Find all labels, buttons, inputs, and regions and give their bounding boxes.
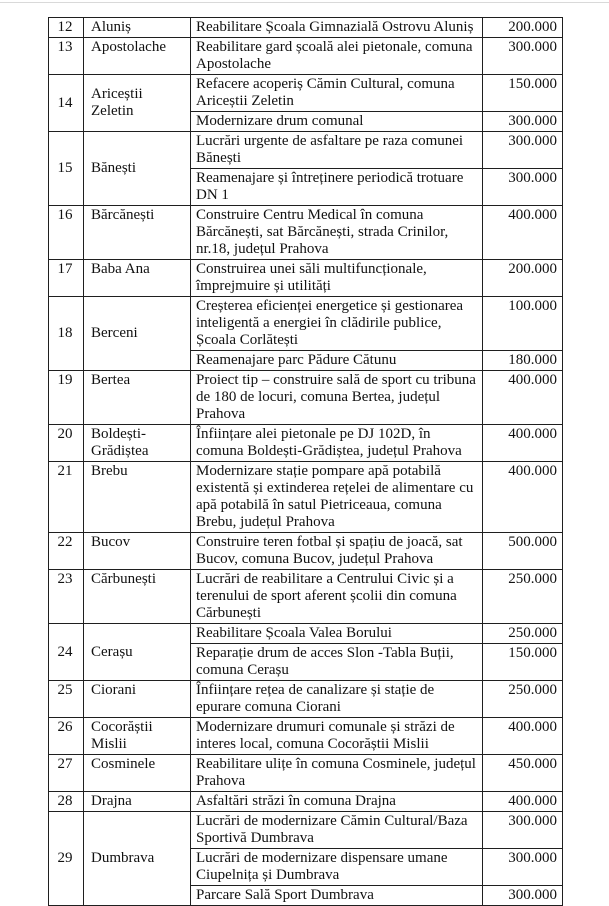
- project-description-cell: Modernizare drumuri comunale și străzi de interes local, comuna Cocorăștii Mislii: [191, 718, 483, 755]
- project-description-cell: Construire Centru Medical în comuna Bărcănești, sat Bărcănești, strada Crinilor, nr.18, județul Prahova: [191, 206, 483, 260]
- row-number-cell: 15: [49, 132, 84, 206]
- commune-projects-funding-table: [48, 17, 563, 906]
- commune-name-cell: Drajna: [84, 792, 191, 812]
- amount-cell: 150.000: [483, 75, 563, 112]
- table-row-21: [49, 462, 563, 533]
- amount-cell: 200.000: [483, 260, 563, 297]
- table-row-28: [49, 792, 563, 812]
- amount-cell: 300.000: [483, 38, 563, 75]
- amount-cell: 300.000: [483, 132, 563, 169]
- commune-name-cell: Bucov: [84, 533, 191, 570]
- amount-cell: 450.000: [483, 755, 563, 792]
- row-number-cell: 28: [49, 792, 84, 812]
- table-row-14-1: [49, 75, 563, 112]
- commune-name-cell: Cosminele: [84, 755, 191, 792]
- project-description-cell: Reparație drum de acces Slon -Tabla Buții, comuna Cerașu: [191, 644, 483, 681]
- amount-cell: 250.000: [483, 624, 563, 644]
- amount-cell: 500.000: [483, 533, 563, 570]
- commune-name-cell: Ciorani: [84, 681, 191, 718]
- commune-name-cell: Cărbunești: [84, 570, 191, 624]
- project-description-cell: Înființare rețea de canalizare și stație de epurare comuna Ciorani: [191, 681, 483, 718]
- commune-name-cell: Brebu: [84, 462, 191, 533]
- row-number-cell: 18: [49, 297, 84, 371]
- project-description-cell: Refacere acoperiș Cămin Cultural, comuna Ariceștii Zeletin: [191, 75, 483, 112]
- commune-name-cell: Baba Ana: [84, 260, 191, 297]
- commune-name-cell: Bărcănești: [84, 206, 191, 260]
- row-number-cell: 22: [49, 533, 84, 570]
- commune-name-cell: Apostolache: [84, 38, 191, 75]
- amount-cell: 250.000: [483, 681, 563, 718]
- project-description-cell: Creșterea eficienței energetice și gestionarea inteligentă a energiei în clădirile publice, Școala Corlătești: [191, 297, 483, 351]
- table-row-23: [49, 570, 563, 624]
- commune-name-cell: Berceni: [84, 297, 191, 371]
- row-number-cell: 29: [49, 812, 84, 906]
- row-number-cell: 24: [49, 624, 84, 681]
- amount-cell: 200.000: [483, 18, 563, 38]
- project-description-cell: Lucrări de reabilitare a Centrului Civic și a terenului de sport aferent școlii din comuna Cărbunești: [191, 570, 483, 624]
- table-row-20: [49, 425, 563, 462]
- commune-name-cell: Bănești: [84, 132, 191, 206]
- amount-cell: 300.000: [483, 169, 563, 206]
- commune-name-cell: Ariceștii Zeletin: [84, 75, 191, 132]
- row-number-cell: 27: [49, 755, 84, 792]
- table-row-25: [49, 681, 563, 718]
- project-description-cell: Lucrări urgente de asfaltare pe raza comunei Bănești: [191, 132, 483, 169]
- project-description-cell: Asfaltări străzi în comuna Drajna: [191, 792, 483, 812]
- project-description-cell: Parcare Sală Sport Dumbrava: [191, 886, 483, 906]
- project-description-cell: Reamenajare și întreținere periodică trotuare DN 1: [191, 169, 483, 206]
- amount-cell: 300.000: [483, 812, 563, 849]
- page-top-edge: [0, 2, 609, 3]
- project-description-cell: Lucrări de modernizare dispensare umane Ciupelnița și Dumbrava: [191, 849, 483, 886]
- row-number-cell: 13: [49, 38, 84, 75]
- project-description-cell: Construirea unei săli multifuncționale, împrejmuire și utilități: [191, 260, 483, 297]
- project-description-cell: Reamenajare parc Pădure Cătunu: [191, 351, 483, 371]
- row-number-cell: 23: [49, 570, 84, 624]
- amount-cell: 400.000: [483, 371, 563, 425]
- row-number-cell: 20: [49, 425, 84, 462]
- table-row-26: [49, 718, 563, 755]
- amount-cell: 300.000: [483, 849, 563, 886]
- row-number-cell: 21: [49, 462, 84, 533]
- project-description-cell: Modernizare stație pompare apă potabilă existentă și extinderea rețelei de alimentare cu apă potabilă în satul Pietriceaua, comuna Brebu, județul Prahova: [191, 462, 483, 533]
- amount-cell: 150.000: [483, 644, 563, 681]
- project-description-cell: Construire teren fotbal și spațiu de joacă, sat Bucov, comuna Bucov, județul Prahova: [191, 533, 483, 570]
- table-row-13: [49, 38, 563, 75]
- table-row-19: [49, 371, 563, 425]
- amount-cell: 250.000: [483, 570, 563, 624]
- commune-name-cell: Aluniș: [84, 18, 191, 38]
- amount-cell: 180.000: [483, 351, 563, 371]
- project-description-cell: Lucrări de modernizare Cămin Cultural/Baza Sportivă Dumbrava: [191, 812, 483, 849]
- row-number-cell: 26: [49, 718, 84, 755]
- table-row-24-1: [49, 624, 563, 644]
- commune-name-cell: Bertea: [84, 371, 191, 425]
- table-row-22: [49, 533, 563, 570]
- project-description-cell: Reabilitare Școala Valea Borului: [191, 624, 483, 644]
- project-description-cell: Modernizare drum comunal: [191, 112, 483, 132]
- project-description-cell: Reabilitare gard școală alei pietonale, comuna Apostolache: [191, 38, 483, 75]
- row-number-cell: 19: [49, 371, 84, 425]
- commune-name-cell: Cerașu: [84, 624, 191, 681]
- row-number-cell: 16: [49, 206, 84, 260]
- table-row-27: [49, 755, 563, 792]
- commune-name-cell: Boldești-Grădiștea: [84, 425, 191, 462]
- amount-cell: 400.000: [483, 718, 563, 755]
- project-description-cell: Înființare alei pietonale pe DJ 102D, în comuna Boldești-Grădiștea, județul Prahova: [191, 425, 483, 462]
- amount-cell: 400.000: [483, 206, 563, 260]
- table-body: [49, 18, 563, 906]
- amount-cell: 300.000: [483, 112, 563, 132]
- row-number-cell: 25: [49, 681, 84, 718]
- project-description-cell: Proiect tip – construire sală de sport cu tribuna de 180 de locuri, comuna Bertea, județul Prahova: [191, 371, 483, 425]
- amount-cell: 400.000: [483, 425, 563, 462]
- table-row-16: [49, 206, 563, 260]
- project-description-cell: Reabilitare Școala Gimnazială Ostrovu Aluniș: [191, 18, 483, 38]
- table-row-12: [49, 18, 563, 38]
- table-row-17: [49, 260, 563, 297]
- commune-name-cell: Dumbrava: [84, 812, 191, 906]
- amount-cell: 400.000: [483, 792, 563, 812]
- row-number-cell: 12: [49, 18, 84, 38]
- table-row-15-1: [49, 132, 563, 169]
- amount-cell: 100.000: [483, 297, 563, 351]
- commune-name-cell: Cocorăștii Mislii: [84, 718, 191, 755]
- amount-cell: 300.000: [483, 886, 563, 906]
- amount-cell: 400.000: [483, 462, 563, 533]
- table-row-29-1: [49, 812, 563, 849]
- table-row-18-1: [49, 297, 563, 351]
- row-number-cell: 17: [49, 260, 84, 297]
- row-number-cell: 14: [49, 75, 84, 132]
- project-description-cell: Reabilitare ulițe în comuna Cosminele, județul Prahova: [191, 755, 483, 792]
